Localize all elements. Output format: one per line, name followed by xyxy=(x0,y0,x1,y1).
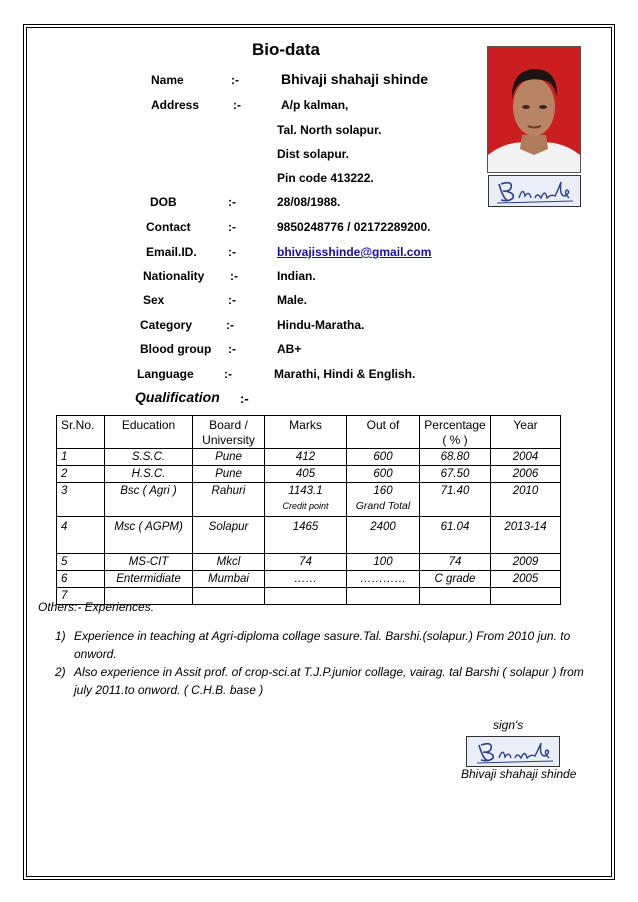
header-sr-no: Sr.No. xyxy=(57,416,105,449)
cell-board: Solapur xyxy=(193,517,265,554)
cell-board: Mumbai xyxy=(193,571,265,588)
others-heading: Others:- Experiences. xyxy=(38,600,155,614)
cell-education: S.S.C. xyxy=(105,449,193,466)
header-board xyxy=(193,416,265,449)
cell-marks: …… xyxy=(265,571,347,588)
name-value: Bhivaji shahaji shinde xyxy=(281,71,429,87)
cell-year: 2004 xyxy=(491,449,561,466)
nationality-separator: :- xyxy=(230,269,238,283)
experience-text: Experience in teaching at Agri-diploma collage sasure.Tal. Barshi.(solapur.) From 2010 jun. to onword. xyxy=(74,629,571,661)
cell-board: Pune xyxy=(193,449,265,466)
cell-marks: 74 xyxy=(265,554,347,571)
cell-year: 2009 xyxy=(491,554,561,571)
experience-number: 1) xyxy=(55,629,66,643)
cell-out-of: 600 xyxy=(347,466,420,483)
cell-education: MS-CIT xyxy=(105,554,193,571)
cell-year: 2010 xyxy=(491,483,561,517)
table-header-row xyxy=(57,416,561,449)
cell-percentage: 67.50 xyxy=(420,466,491,483)
name-separator: :- xyxy=(231,73,239,87)
sex-value: Male. xyxy=(277,293,308,307)
experience-text: Also experience in Assit prof. of crop-sci.at T.J.P.junior collage, vairag. tal Barshi ( solapur ) from july 2011.to onword. ( C.H.B. base ) xyxy=(74,665,584,697)
cell-out-of xyxy=(347,483,420,517)
header-percentage xyxy=(420,416,491,449)
cell-year: 2013-14 xyxy=(491,517,561,554)
table-row xyxy=(57,449,561,466)
table-row xyxy=(57,554,561,571)
profile-photo xyxy=(487,46,581,173)
experience-item xyxy=(55,627,605,663)
cell-percentage: 68.80 xyxy=(420,449,491,466)
qualification-table xyxy=(56,415,561,605)
cell-board: Pune xyxy=(193,466,265,483)
dob-value: 28/08/1988. xyxy=(277,195,341,209)
email-label: Email.ID. xyxy=(146,245,197,259)
address-line-4: Pin code 413222. xyxy=(277,171,374,185)
sex-label: Sex xyxy=(143,293,165,307)
cell-marks: 405 xyxy=(265,466,347,483)
table-row xyxy=(57,517,561,554)
qualification-heading: Qualification xyxy=(135,389,220,405)
signature-image-bottom xyxy=(466,736,560,767)
cell-sr: 6 xyxy=(57,571,105,588)
address-line-3: Dist solapur. xyxy=(277,147,350,161)
experience-number: 2) xyxy=(55,665,66,679)
cell-out-of: 100 xyxy=(347,554,420,571)
cell-percentage: 71.40 xyxy=(420,483,491,517)
language-value: Marathi, Hindi & English. xyxy=(274,367,416,381)
cell-sr: 4 xyxy=(57,517,105,554)
blood-group-label: Blood group xyxy=(140,342,212,356)
contact-value: 9850248776 / 02172289200. xyxy=(277,220,431,234)
language-label: Language xyxy=(137,367,194,381)
cell-year: 2006 xyxy=(491,466,561,483)
qualification-separator: :- xyxy=(240,391,249,406)
page-title: Bio-data xyxy=(252,40,320,59)
cell-percentage: 74 xyxy=(420,554,491,571)
experience-item xyxy=(55,663,605,699)
signature-label: sign's xyxy=(493,718,524,732)
email-link[interactable]: bhivajisshinde@gmail.com xyxy=(277,245,432,259)
nationality-label: Nationality xyxy=(143,269,205,283)
signatory-name: Bhivaji shahaji shinde xyxy=(461,767,577,781)
cell-board: Mkcl xyxy=(193,554,265,571)
category-label: Category xyxy=(140,318,193,332)
cell-sr: 7 xyxy=(57,588,105,605)
cell-marks: 1465 xyxy=(265,517,347,554)
header-year: Year xyxy=(491,416,561,449)
cell-percentage: 61.04 xyxy=(420,517,491,554)
out-of-note: Grand Total xyxy=(355,500,411,512)
cell-year: 2005 xyxy=(491,571,561,588)
category-value: Hindu-Maratha. xyxy=(277,318,365,332)
address-line-1: A/p kalman, xyxy=(281,98,349,112)
table-row xyxy=(57,466,561,483)
name-label: Name xyxy=(151,73,184,87)
address-label: Address xyxy=(151,98,200,112)
marks-value: 1143.1 xyxy=(288,485,323,497)
cell-education: Msc ( AGPM) xyxy=(105,517,193,554)
header-out-of: Out of xyxy=(347,416,420,449)
cell-education: Bsc ( Agri ) xyxy=(105,483,193,517)
cell-sr: 2 xyxy=(57,466,105,483)
dob-label: DOB xyxy=(150,195,177,209)
cell-sr: 5 xyxy=(57,554,105,571)
cell-marks: 412 xyxy=(265,449,347,466)
header-education: Education xyxy=(105,416,193,449)
blood-group-value: AB+ xyxy=(277,342,302,356)
nationality-value: Indian. xyxy=(277,269,316,283)
cell-out-of: 600 xyxy=(347,449,420,466)
category-separator: :- xyxy=(226,318,234,332)
dob-separator: :- xyxy=(228,195,236,209)
cell-sr: 1 xyxy=(57,449,105,466)
header-board-text: Board / University xyxy=(202,418,255,447)
sex-separator: :- xyxy=(228,293,236,307)
cell-year xyxy=(491,588,561,605)
cell-marks xyxy=(265,588,347,605)
out-of-value: 160 xyxy=(373,485,393,497)
contact-label: Contact xyxy=(146,220,191,234)
cell-out-of: ………… xyxy=(347,571,420,588)
cell-board: Rahuri xyxy=(193,483,265,517)
signature-image-top xyxy=(488,175,581,207)
header-percentage-text: Percentage ( % ) xyxy=(424,418,486,447)
cell-board xyxy=(193,588,265,605)
contact-separator: :- xyxy=(228,220,236,234)
table-row xyxy=(57,483,561,517)
language-separator: :- xyxy=(224,367,232,381)
address-line-2: Tal. North solapur. xyxy=(277,123,382,137)
table-row xyxy=(57,571,561,588)
cell-education: H.S.C. xyxy=(105,466,193,483)
blood-group-separator: :- xyxy=(228,342,236,356)
cell-sr: 3 xyxy=(57,483,105,517)
cell-percentage: C grade xyxy=(420,571,491,588)
cell-education: Entermidiate xyxy=(105,571,193,588)
cell-percentage xyxy=(420,588,491,605)
marks-note: Credit point xyxy=(282,501,329,511)
cell-out-of: 2400 xyxy=(347,517,420,554)
cell-marks xyxy=(265,483,347,517)
email-separator: :- xyxy=(228,245,236,259)
address-separator: :- xyxy=(233,98,241,112)
header-marks: Marks xyxy=(265,416,347,449)
cell-out-of xyxy=(347,588,420,605)
